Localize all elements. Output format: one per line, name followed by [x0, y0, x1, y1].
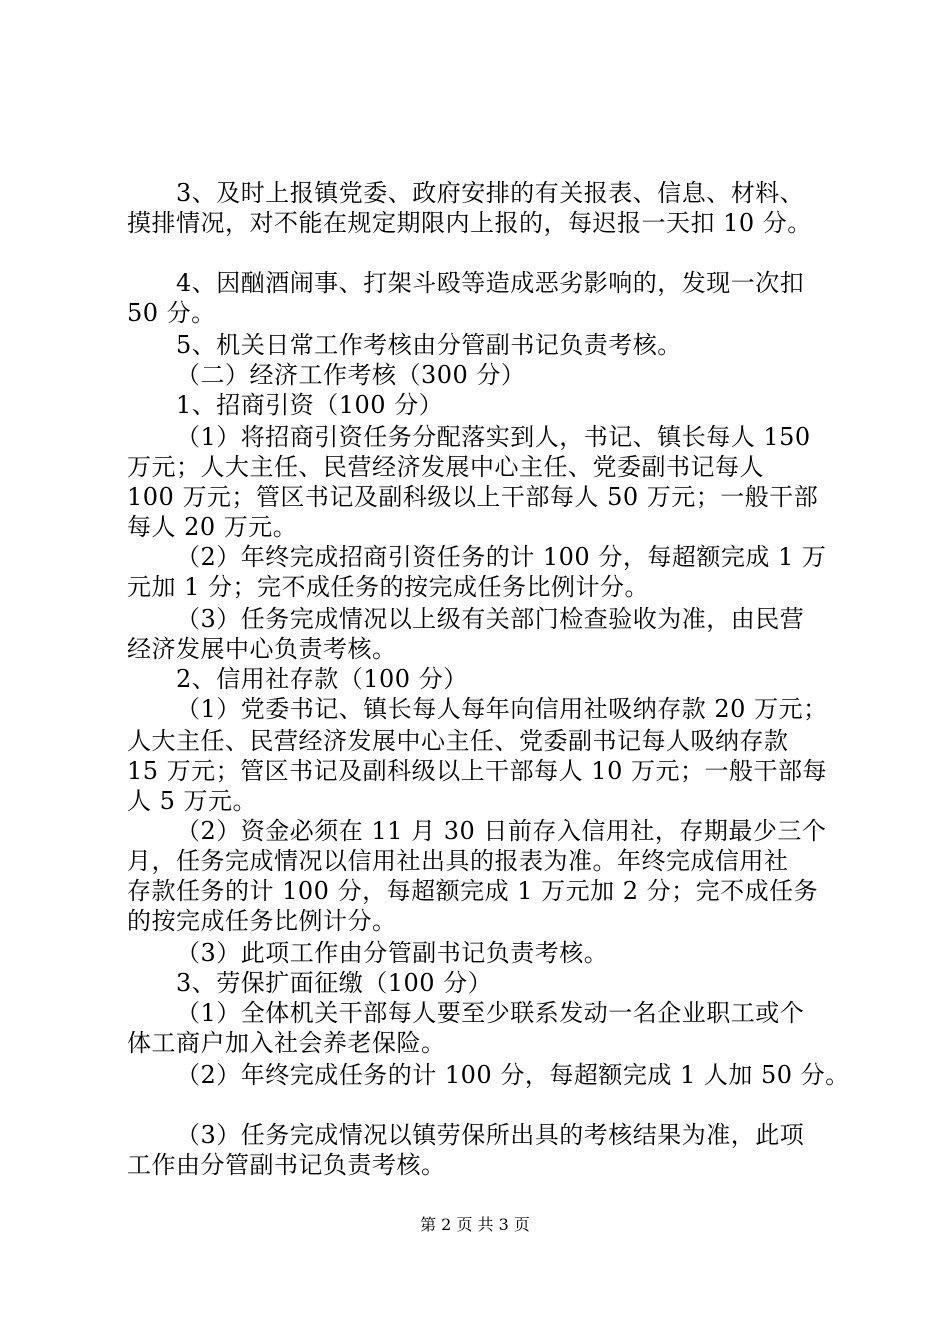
text-line: 每人 20 万元。: [127, 513, 298, 541]
text-line: （3）此项工作由分管副书记负责考核。: [176, 939, 609, 967]
subsection-heading: 1、招商引资（100 分）: [176, 391, 444, 419]
text-line: 万元；人大主任、民营经济发展中心主任、党委副书记每人: [127, 453, 764, 481]
text-line: （1）全体机关干部每人要至少联系发动一名企业职工或个: [176, 999, 805, 1027]
text-line: 4、因酗酒闹事、打架斗殴等造成恶劣影响的，发现一次扣: [176, 269, 805, 297]
subsection-heading: 3、劳保扩面征缴（100 分）: [176, 969, 493, 997]
text-line: （1）将招商引资任务分配落实到人，书记、镇长每人 150: [176, 423, 811, 451]
section-heading: （二）经济工作考核（300 分）: [176, 361, 526, 389]
text-line: 3、及时上报镇党委、政府安排的有关报表、信息、材料、: [176, 179, 805, 207]
text-line: （3）任务完成情况以镇劳保所出具的考核结果为准，此项: [176, 1121, 805, 1149]
text-line: （1）党委书记、镇长每人每年向信用社吸纳存款 20 万元；: [176, 695, 828, 723]
text-line: （2）年终完成招商引资任务的计 100 分，每超额完成 1 万: [176, 543, 827, 571]
text-line: 元加 1 分；完不成任务的按完成任务比例计分。: [127, 573, 650, 601]
text-line: 存款任务的计 100 分，每超额完成 1 万元加 2 分；完不成任务: [127, 877, 819, 905]
text-line: （2）年终完成任务的计 100 分，每超额完成 1 人加 50 分。: [176, 1061, 850, 1089]
text-line: 的按完成任务比例计分。: [127, 907, 397, 935]
text-line: （3）任务完成情况以上级有关部门检查验收为准，由民营: [176, 605, 805, 633]
text-line: 人 5 万元。: [127, 787, 258, 815]
page-number-footer: 第 2 页 共 3 页: [420, 1215, 530, 1234]
text-line: 15 万元；管区书记及副科级以上干部每人 10 万元；一般干部每: [127, 757, 827, 785]
text-line: 100 万元；管区书记及副科级以上干部每人 50 万元；一般干部: [127, 483, 819, 511]
subsection-heading: 2、信用社存款（100 分）: [176, 665, 468, 693]
text-line: （2）资金必须在 11 月 30 日前存入信用社，存期最少三个: [176, 817, 827, 845]
text-line: 人大主任、民营经济发展中心主任、党委副书记每人吸纳存款: [127, 727, 789, 755]
text-line: 工作由分管副书记负责考核。: [127, 1151, 446, 1179]
text-line: 50 分。: [127, 299, 216, 327]
text-line: 摸排情况，对不能在规定期限内上报的，每迟报一天扣 10 分。: [127, 209, 812, 237]
text-line: 体工商户加入社会养老保险。: [127, 1029, 446, 1057]
text-line: 月，任务完成情况以信用社出具的报表为准。年终完成信用社: [127, 847, 789, 875]
text-line: 5、机关日常工作考核由分管副书记负责考核。: [176, 331, 682, 359]
text-line: 经济发展中心负责考核。: [127, 635, 397, 663]
